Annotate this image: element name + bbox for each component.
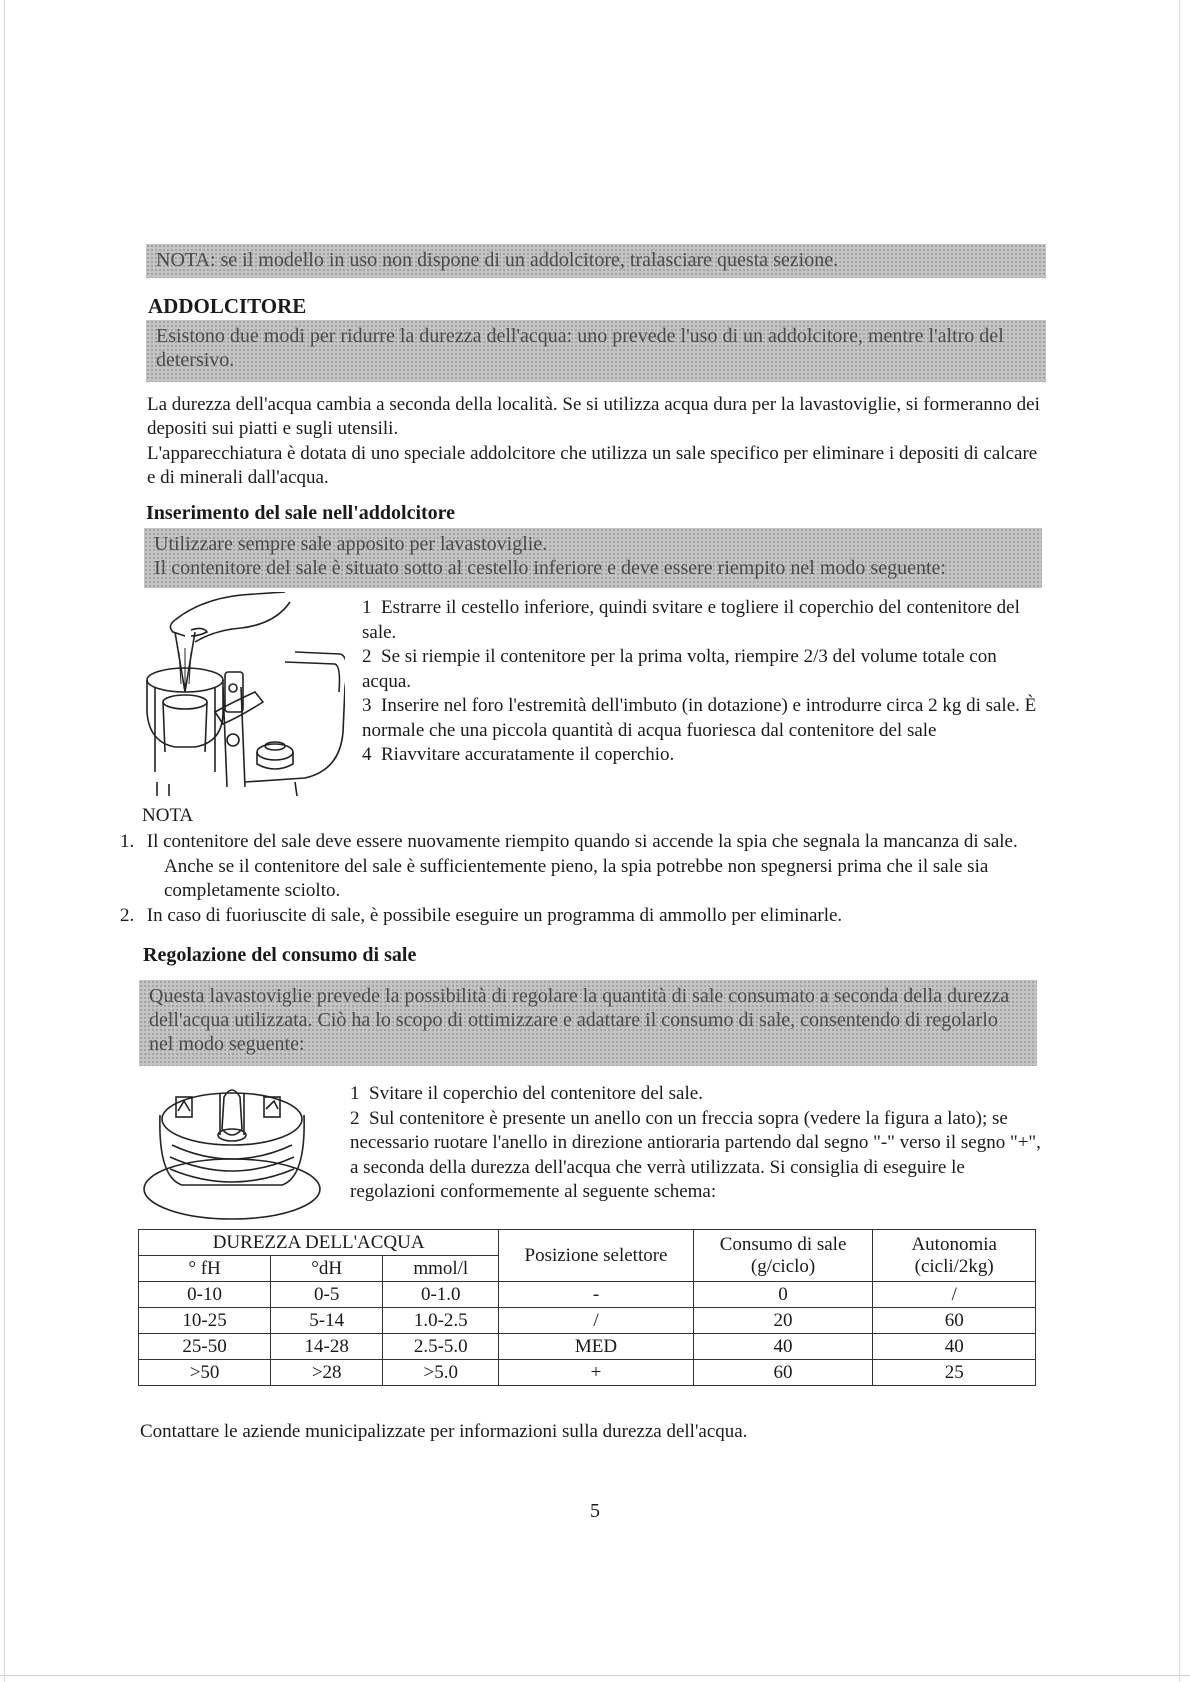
- salt-consumption-header: Consumo di sale (g/ciclo): [693, 1230, 873, 1282]
- table-cell: 40: [693, 1334, 873, 1360]
- table-cell: 1.0-2.5: [383, 1308, 499, 1334]
- salt-ring-figure: [142, 1085, 322, 1221]
- dh-header: °dH: [271, 1256, 383, 1282]
- list-item: 1. Il contenitore del sale deve essere nuovamente riempito quando si accende la spia che segnala la mancanza di sale. Anche se il contenitore del sale è sufficientemente pieno, la spia potrebbe non spegnersi prima che il sale sia completamente sciolto.: [120, 831, 1018, 901]
- nota-label: NOTA: [142, 805, 194, 826]
- table-cell: MED: [499, 1334, 693, 1360]
- mmol-header: mmol/l: [383, 1256, 499, 1282]
- regulation-banner: Questa lavastoviglie prevede la possibilità di regolare la quantità di sale consumato a seconda della durezza dell'acqua utilizzata. Ciò ha lo scopo di ottimizzare e adattare il consumo di sale, consentendo di regolarlo nel modo seguente:: [139, 980, 1037, 1066]
- footer-note: Contattare le aziende municipalizzate per informazioni sulla durezza dell'acqua.: [140, 1421, 748, 1442]
- table-cell: 60: [873, 1308, 1036, 1334]
- table-cell: >28: [271, 1360, 383, 1386]
- table-cell: 0: [693, 1282, 873, 1308]
- table-cell: >5.0: [383, 1360, 499, 1386]
- salt-funnel-figure: [145, 592, 345, 797]
- table-cell: 0-1.0: [383, 1282, 499, 1308]
- list-item: 2. In caso di fuoriuscite di sale, è possibile eseguire un programma di ammollo per eliminarle.: [120, 904, 843, 926]
- table-cell: -: [499, 1282, 693, 1308]
- insert-title: Inserimento del sale nell'addolcitore: [146, 502, 456, 524]
- equipment-paragraph: L'apparecchiatura è dotata di uno speciale addolcitore che utilizza un sale specifico per eliminare i depositi di calcare e di minerali dall'acqua.: [147, 443, 1038, 488]
- table-cell: /: [873, 1282, 1036, 1308]
- table-cell: +: [499, 1360, 693, 1386]
- table-row: [139, 1334, 1036, 1360]
- insert-banner-line1: Utilizzare sempre sale apposito per lavastoviglie.: [154, 533, 548, 555]
- scan-edge-left: [4, 0, 5, 1682]
- regulation-steps-list: [350, 1082, 1050, 1205]
- list-item: 1 Estrarre il cestello inferiore, quindi svitare e togliere il coperchio del contenitore del sale.: [362, 597, 1020, 643]
- table-cell: 5-14: [271, 1308, 383, 1334]
- table-cell: 25-50: [139, 1334, 271, 1360]
- list-item: 1 Svitare il coperchio del contenitore del sale.: [350, 1083, 703, 1104]
- intro-banner: Esistono due modi per ridurre la durezza dell'acqua: uno prevede l'uso di un addolcitore, mentre l'altro del detersivo.: [146, 320, 1046, 382]
- autonomy-header: Autonomia (cicli/2kg): [873, 1230, 1036, 1282]
- list-item: 2 Sul contenitore è presente un anello con un freccia sopra (vedere la figura a lato); se necessario ruotare l'anello in direzione antioraria partendo dal segno "-" verso il segno "+", a seconda della durezza dell'acqua che verrà utilizzata. Si consiglia di eseguire le regolazioni conformemente al seguente schema:: [350, 1107, 1041, 1202]
- table-row: [139, 1360, 1036, 1386]
- fh-header: ° fH: [139, 1256, 271, 1282]
- regulation-title: Regolazione del consumo di sale: [143, 944, 417, 966]
- scan-edge-right: [1179, 0, 1180, 1682]
- insert-banner: [144, 528, 1042, 588]
- table-cell: 14-28: [271, 1334, 383, 1360]
- list-item: 4 Riavvitare accuratamente il coperchio.: [362, 744, 675, 765]
- note-banner: NOTA: se il modello in uso non dispone di un addolcitore, tralasciare questa sezione.: [146, 244, 1046, 278]
- page-number: 5: [590, 1500, 600, 1522]
- table-cell: 20: [693, 1308, 873, 1334]
- table-cell: /: [499, 1308, 693, 1334]
- salt-regulation-table: [138, 1229, 1036, 1386]
- notes-list: [120, 830, 1042, 928]
- section-title: ADDOLCITORE: [148, 294, 307, 318]
- list-item: 2 Se si riempie il contenitore per la prima volta, riempire 2/3 del volume totale con acqua.: [362, 646, 997, 692]
- table-cell: 0-10: [139, 1282, 271, 1308]
- intro-paragraph: La durezza dell'acqua cambia a seconda della località. Se si utilizza acqua dura per la lavastoviglie, si formeranno dei depositi sui piatti e sugli utensili.: [147, 394, 1040, 439]
- table-row: [139, 1282, 1036, 1308]
- insert-steps-list: [362, 596, 1050, 768]
- table-cell: 10-25: [139, 1308, 271, 1334]
- table-cell: 60: [693, 1360, 873, 1386]
- scan-edge-bottom: [0, 1675, 1190, 1676]
- table-cell: >50: [139, 1360, 271, 1386]
- table-cell: 40: [873, 1334, 1036, 1360]
- table-cell: 0-5: [271, 1282, 383, 1308]
- selector-position-header: Posizione selettore: [499, 1230, 693, 1282]
- table-row: [139, 1308, 1036, 1334]
- table-header-row: [139, 1230, 1036, 1256]
- table-cell: 2.5-5.0: [383, 1334, 499, 1360]
- water-hardness-header: DUREZZA DELL'ACQUA: [139, 1230, 499, 1256]
- list-item: 3 Inserire nel foro l'estremità dell'imbuto (in dotazione) e introdurre circa 2 kg di sale. È normale che una piccola quantità di acqua fuoriesca dal contenitore del sale: [362, 695, 1037, 741]
- insert-banner-line2: Il contenitore del sale è situato sotto al cestello inferiore e deve essere riempito nel modo seguente:: [154, 557, 946, 579]
- table-cell: 25: [873, 1360, 1036, 1386]
